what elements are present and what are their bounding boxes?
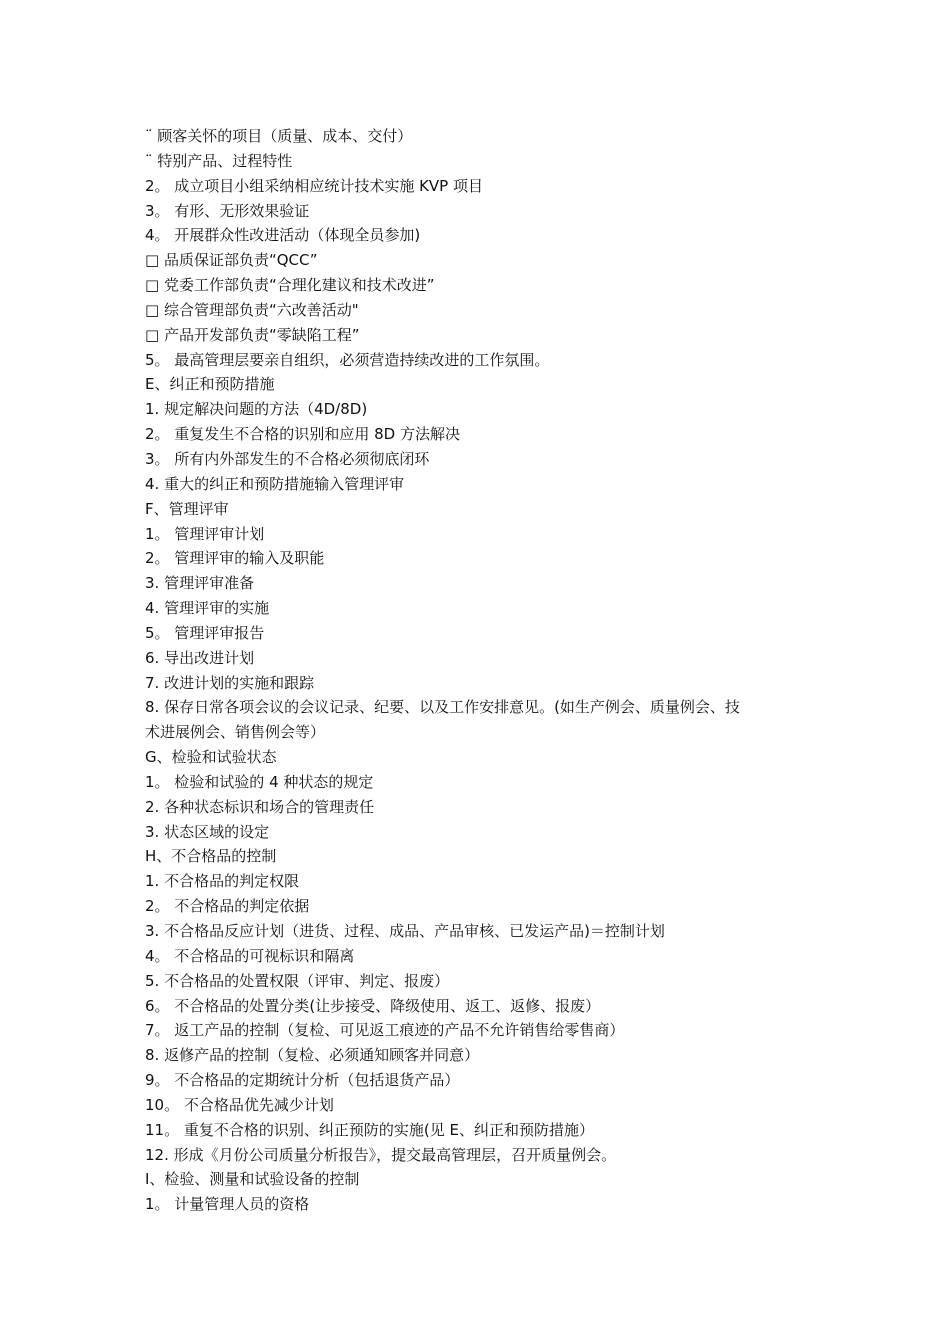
text-line: 3. 状态区域的设定 xyxy=(145,822,270,841)
text-line: □ 党委工作部负责“合理化建议和技术改进” xyxy=(145,276,435,295)
text-line: 1. 规定解决问题的方法（4D/8D) xyxy=(145,400,368,419)
text-line: 1。 计量管理人员的资格 xyxy=(145,1195,310,1214)
section-heading: F、管理评审 xyxy=(145,499,229,518)
text-line: 3. 管理评审准备 xyxy=(145,574,255,593)
text-line: 4. 重大的纠正和预防措施输入管理评审 xyxy=(145,474,405,493)
text-line: 2。 不合格品的判定依据 xyxy=(145,897,310,916)
text-line: 2。 成立项目小组采纳相应统计技术实施 KVP 项目 xyxy=(145,176,483,195)
text-line: 6。 不合格品的处置分类(让步接受、降级使用、返工、返修、报废） xyxy=(145,996,601,1015)
text-line: 10。 不合格品优先减少计划 xyxy=(145,1095,334,1114)
text-line: 7. 改进计划的实施和跟踪 xyxy=(145,673,315,692)
text-line: 2. 各种状态标识和场合的管理责任 xyxy=(145,797,375,816)
text-line: ¨ 特别产品、过程特性 xyxy=(145,151,293,170)
text-line: 2。 重复发生不合格的识别和应用 8D 方法解决 xyxy=(145,425,460,444)
text-line: 1. 不合格品的判定权限 xyxy=(145,872,300,891)
section-heading: E、纠正和预防措施 xyxy=(145,375,275,394)
text-line: 12. 形成《月份公司质量分析报告》，提交最高管理层，召开质量例会。 xyxy=(145,1145,617,1164)
section-heading: H、不合格品的控制 xyxy=(145,847,277,866)
text-line: 8. 返修产品的控制（复检、必须通知顾客并同意） xyxy=(145,1046,480,1065)
text-line: 5. 不合格品的处置权限（评审、判定、报废） xyxy=(145,971,450,990)
text-line: 6. 导出改进计划 xyxy=(145,648,255,667)
text-line: 7。 返工产品的控制（复检、可见返工痕迹的产品不允许销售给零售商） xyxy=(145,1021,625,1040)
text-line: 9。 不合格品的定期统计分析（包括退货产品） xyxy=(145,1071,460,1090)
text-line: 4. 管理评审的实施 xyxy=(145,599,270,618)
text-line: ¨ 顾客关怀的项目（质量、成本、交付） xyxy=(145,127,413,145)
document-body xyxy=(145,124,815,1217)
text-line: 术进展例会、销售例会等） xyxy=(145,723,326,742)
text-line: 3。 有形、无形效果验证 xyxy=(145,201,310,220)
text-line: 8. 保存日常各项会议的会议记录、纪要、以及工作安排意见。(如生产例会、质量例会、技 xyxy=(145,698,740,717)
text-line: 11。 重复不合格的识别、纠正预防的实施(见 E、纠正和预防措施） xyxy=(145,1120,594,1139)
text-line: □ 产品开发部负责“零缺陷工程” xyxy=(145,325,360,344)
text-line: 4。 开展群众性改进活动（体现全员参加) xyxy=(145,226,421,245)
text-line: □ 综合管理部负责“六改善活动" xyxy=(145,300,359,319)
text-line: 3. 不合格品反应计划（进货、过程、成品、产品审核、已发运产品)＝控制计划 xyxy=(145,922,665,940)
section-heading: G、检验和试验状态 xyxy=(145,748,277,767)
text-line: 1。 检验和试验的 4 种状态的规定 xyxy=(145,772,374,791)
text-line: □ 品质保证部负责“QCC” xyxy=(145,251,318,270)
text-line: 5。 最高管理层要亲自组织，必须营造持续改进的工作氛围。 xyxy=(145,350,550,369)
text-line: 2。 管理评审的输入及职能 xyxy=(145,549,325,568)
text-line: 4。 不合格品的可视标识和隔离 xyxy=(145,946,355,965)
text-line: 1。 管理评审计划 xyxy=(145,524,265,543)
text-line: 5。 管理评审报告 xyxy=(145,623,265,642)
section-heading: I、检验、测量和试验设备的控制 xyxy=(145,1170,360,1189)
text-line: 3。 所有内外部发生的不合格必须彻底闭环 xyxy=(145,449,430,468)
